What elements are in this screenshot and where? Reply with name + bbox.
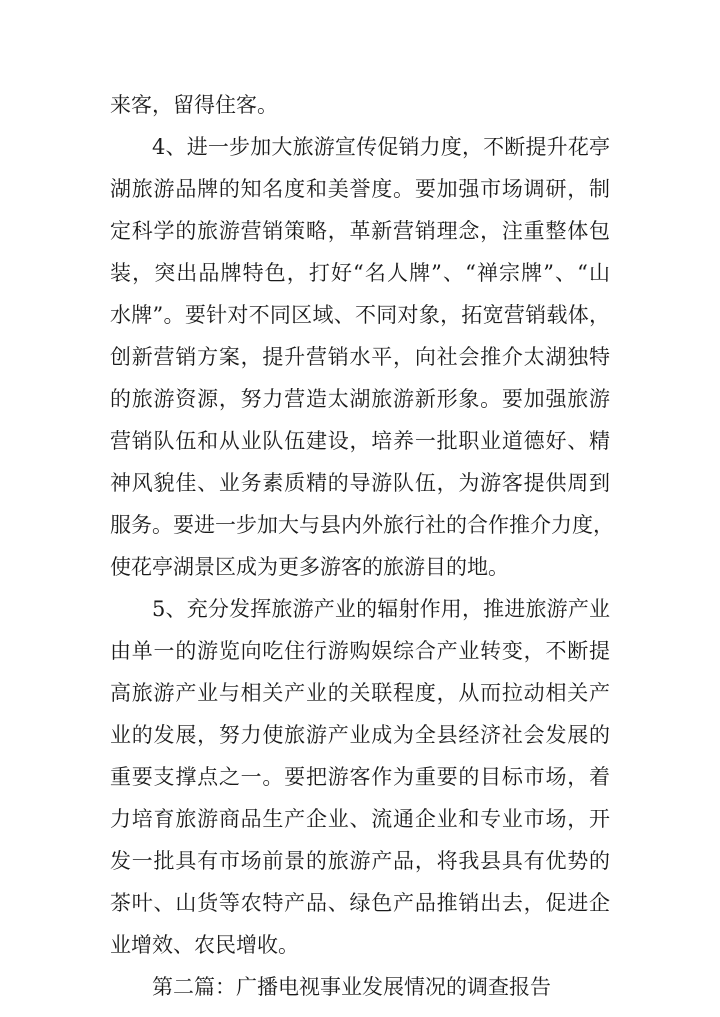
text-line: 装，突出品牌特色，打好“名人牌”、“禅宗牌”、“山: [110, 261, 610, 285]
text-line: 湖旅游品牌的知名度和美誉度。要加强市场调研，制: [110, 177, 610, 201]
paragraph-4-first-line: 4、进一步加大旅游宣传促销力度，不断提升花亭: [152, 135, 610, 159]
text-line: 定科学的旅游营销策略，革新营销理念，注重整体包: [110, 219, 610, 243]
text-line: 使花亭湖景区成为更多游客的旅游目的地。: [110, 555, 509, 579]
text-line: 的旅游资源，努力营造太湖旅游新形象。要加强旅游: [110, 387, 610, 411]
paragraph-5-first-line: 5、充分发挥旅游产业的辐射作用，推进旅游产业: [152, 597, 610, 621]
text-line: 业的发展，努力使旅游产业成为全县经济社会发展的: [110, 723, 610, 747]
text-line: 高旅游产业与相关产业的关联程度，从而拉动相关产: [110, 681, 610, 705]
text-line: 重要支撑点之一。要把游客作为重要的目标市场，着: [110, 765, 610, 789]
text-line: 来客，留得住客。: [110, 93, 278, 117]
text-line: 水牌”。要针对不同区域、不同对象，拓宽营销载体，: [110, 303, 610, 327]
text-line: 创新营销方案，提升营销水平，向社会推介太湖独特: [110, 345, 610, 369]
text-line: 业增效、农民增收。: [110, 933, 299, 957]
text-line: 服务。要进一步加大与县内外旅行社的合作推介力度，: [110, 513, 614, 537]
text-line: 营销队伍和从业队伍建设，培养一批职业道德好、精: [110, 429, 610, 453]
text-line: 茶叶、山货等农特产品、绿色产品推销出去，促进企: [110, 891, 610, 915]
text-line: 由单一的游览向吃住行游购娱综合产业转变，不断提: [110, 639, 610, 663]
text-line: 神风貌佳、业务素质精的导游队伍，为游客提供周到: [110, 471, 610, 495]
text-line: 力培育旅游商品生产企业、流通企业和专业市场，开: [110, 807, 610, 831]
section-heading: 第二篇：广播电视事业发展情况的调查报告: [152, 975, 551, 999]
text-line: 发一批具有市场前景的旅游产品，将我县具有优势的: [110, 849, 610, 873]
